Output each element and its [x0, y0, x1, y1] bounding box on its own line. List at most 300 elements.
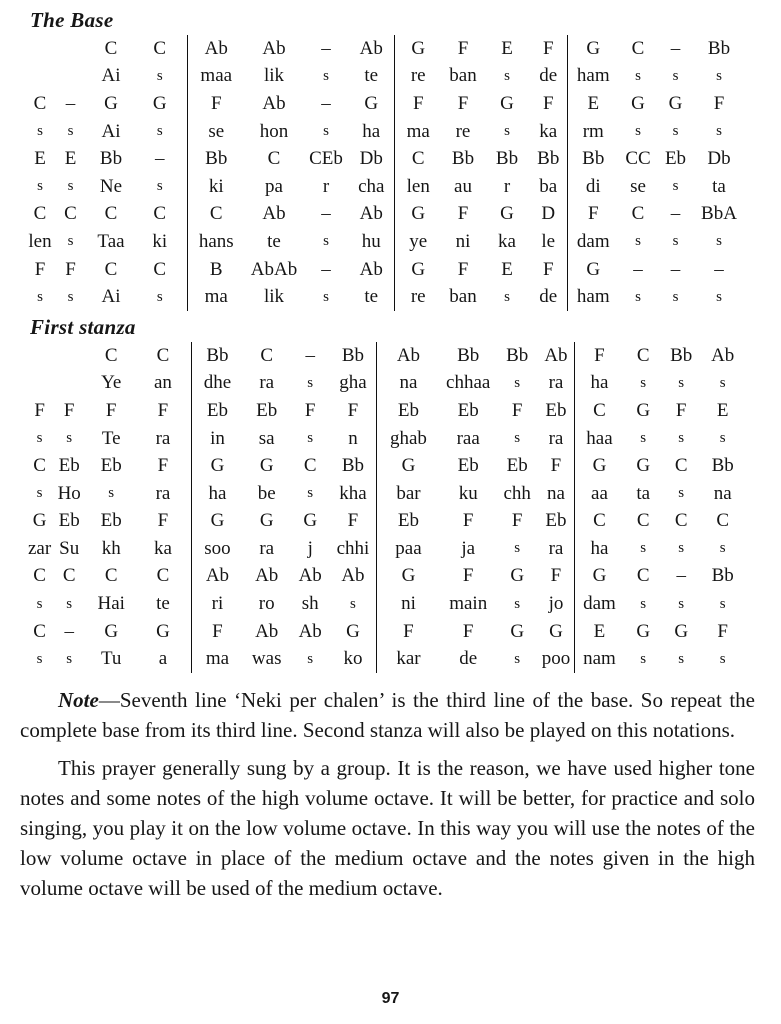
notation-cell: –: [633, 258, 643, 280]
notation-cell: ra: [135, 425, 191, 453]
notation-cell: –: [670, 203, 681, 225]
notation-cell: Ab: [538, 342, 574, 370]
notation-cell: C: [135, 342, 191, 370]
notation-row: [28, 173, 744, 201]
notation-cell: se: [208, 120, 225, 142]
notation-cell: s: [678, 650, 685, 667]
notation-cell: C: [133, 35, 187, 63]
notation-cell: Eb: [100, 455, 122, 477]
notation-cell: s: [672, 178, 679, 195]
notation-cell: s: [67, 233, 74, 250]
notation-cell: ban: [449, 65, 477, 87]
notation-cell: C: [33, 455, 46, 477]
body-paragraph: This prayer generally sung by a group. It is the reason, we have used higher tone notes and some notes of the high volume octave. It will be better, for practice and solo singing, you play it on the low volume octave. In this way you will use the notes of the low volume octave in place of the medium octave and the notes given in the high volume octave will be used of the medium octave.: [20, 756, 755, 901]
notation-cell: F: [675, 399, 687, 421]
notation-cell: Te: [101, 427, 121, 449]
notation-cell: ma: [406, 120, 430, 142]
notation-cell: dam: [576, 230, 610, 252]
notation-cell: Bb: [506, 344, 529, 366]
notation-cell: [52, 63, 89, 91]
notation-cell: na: [538, 480, 574, 508]
notation-cell: de: [459, 648, 478, 670]
notation-cell: G: [411, 203, 426, 225]
notation-row: [28, 63, 744, 91]
notation-cell: Eb: [100, 510, 122, 532]
notation-cell: ri: [211, 593, 224, 615]
notation-cell: s: [678, 485, 685, 502]
notation-cell: ko: [330, 645, 376, 673]
notation-cell: Eb: [206, 399, 228, 421]
notation-cell: poo: [538, 645, 574, 673]
notation-row: [28, 90, 744, 118]
notation-cell: F: [530, 35, 567, 63]
notation-cell: au: [454, 175, 472, 197]
notation-cell: G: [500, 92, 514, 114]
notation-cell: C: [631, 203, 645, 225]
notation-cell: s: [36, 595, 43, 612]
notation-cell: G: [133, 90, 187, 118]
notation-row: [28, 452, 745, 480]
notation-cell: pa: [265, 175, 283, 197]
notation-cell: G: [135, 618, 191, 646]
notation-cell: C: [33, 565, 46, 587]
notation-cell: Eb: [397, 510, 419, 532]
notation-cell: –: [65, 92, 76, 114]
notation-cell: s: [108, 485, 115, 502]
notation-cell: be: [257, 482, 276, 504]
notation-cell: F: [34, 399, 45, 421]
notation-cell: [28, 35, 52, 63]
notation-cell: s: [37, 123, 43, 140]
notation-cell: s: [672, 67, 679, 84]
notation-cell: ja: [461, 537, 476, 559]
notation-cell: ni: [455, 230, 471, 252]
notation-cell: G: [631, 92, 645, 114]
notation-cell: s: [504, 123, 510, 140]
notation-cell: Bb: [99, 148, 123, 170]
notation-cell: Bb: [711, 455, 734, 477]
notation-cell: ban: [449, 286, 477, 308]
notation-cell: G: [586, 37, 601, 59]
notation-cell: F: [511, 399, 523, 421]
notation-cell: s: [307, 650, 314, 667]
notation-cell: Eb: [506, 455, 528, 477]
notation-cell: s: [323, 123, 329, 140]
notation-cell: s: [514, 374, 521, 391]
notation-cell: s: [36, 430, 43, 447]
notation-cell: s: [133, 283, 187, 311]
notation-cell: C: [716, 510, 730, 532]
notation-cell: C: [62, 565, 76, 587]
notation-cell: di: [585, 175, 601, 197]
notation-cell: E: [64, 148, 77, 170]
notation-cell: E: [716, 399, 729, 421]
notation-cell: Eb: [58, 510, 80, 532]
notation-cell: rm: [582, 120, 604, 142]
notation-cell: ki: [208, 175, 224, 197]
notation-cell: s: [37, 288, 43, 305]
notation-cell: s: [716, 67, 722, 84]
notation-cell: Eb: [538, 397, 574, 425]
notation-cell: C: [33, 92, 47, 114]
notation-cell: Ne: [99, 175, 123, 197]
notation-row: [28, 425, 745, 453]
notation-cell: s: [635, 288, 641, 305]
notation-cell: F: [403, 620, 414, 642]
notation-cell: Ai: [101, 65, 121, 87]
notation-cell: Eb: [538, 508, 574, 536]
note-text: —Seventh line ‘Neki per chalen’ is the third line of the base. So repeat the complete base from its third line. Second stanza will also be played on this notations.: [20, 688, 755, 743]
notation-row: [28, 535, 745, 563]
notation-cell: s: [716, 288, 722, 305]
notation-cell: F: [457, 258, 469, 280]
notation-cell: ha: [208, 482, 227, 504]
notation-cell: chhi: [330, 535, 376, 563]
notation-row: [28, 508, 745, 536]
notation-row: [28, 563, 745, 591]
notation-cell: s: [307, 430, 314, 447]
notation-cell: C: [104, 565, 118, 587]
notation-cell: hu: [349, 228, 394, 256]
notation-cell: ra: [135, 480, 191, 508]
notation-cell: F: [330, 397, 376, 425]
notation-cell: Ab: [262, 37, 286, 59]
notation-cell: s: [66, 430, 73, 447]
notation-cell: hon: [259, 120, 289, 142]
base-notation-table: [28, 35, 744, 311]
notation-cell: G: [674, 620, 689, 642]
notation-cell: C: [209, 203, 223, 225]
notation-cell: –: [670, 258, 681, 280]
notation-cell: kha: [330, 480, 376, 508]
notation-cell: s: [719, 595, 726, 612]
notation-cell: nam: [583, 648, 616, 670]
notation-cell: F: [594, 344, 605, 366]
notation-row: [28, 145, 744, 173]
notation-cell: s: [323, 67, 329, 84]
notation-cell: F: [587, 203, 599, 225]
notation-cell: G: [510, 620, 525, 642]
notation-cell: Tu: [100, 648, 122, 670]
notation-cell: E: [501, 258, 513, 280]
notation-cell: s: [672, 123, 679, 140]
notation-cell: G: [500, 203, 514, 225]
notation-cell: Ab: [711, 344, 735, 366]
notation-cell: lik: [263, 286, 285, 308]
notation-cell: ma: [205, 648, 230, 670]
notation-cell: Ab: [205, 565, 230, 587]
notation-cell: s: [504, 288, 510, 305]
notation-cell: AbAb: [250, 258, 298, 280]
notation-cell: C: [636, 565, 650, 587]
notation-cell: F: [462, 620, 474, 642]
notation-cell: se: [630, 175, 646, 197]
notation-cell: na: [399, 372, 418, 394]
notation-cell: ra: [259, 372, 275, 394]
notation-cell: Ab: [396, 344, 421, 366]
notation-cell: [28, 342, 51, 370]
notation-cell: G: [636, 455, 651, 477]
notation-cell: haa: [586, 427, 613, 449]
notation-cell: G: [592, 565, 607, 587]
notation-cell: Ho: [57, 482, 81, 504]
notation-cell: G: [586, 258, 601, 280]
notation-cell: G: [636, 620, 651, 642]
notation-cell: G: [32, 510, 47, 532]
notation-cell: main: [449, 593, 488, 615]
notation-cell: G: [538, 618, 574, 646]
notation-cell: –: [305, 344, 315, 366]
notation-cell: F: [212, 620, 223, 642]
notation-cell: kh: [101, 537, 121, 559]
notation-cell: in: [210, 427, 225, 449]
notation-cell: E: [501, 37, 513, 59]
notation-cell: Ai: [101, 286, 121, 308]
notation-cell: Eb: [457, 455, 479, 477]
notation-cell: re: [410, 286, 426, 308]
notation-cell: Ab: [298, 565, 322, 587]
notation-cell: Su: [59, 537, 80, 559]
notation-cell: ra: [538, 425, 574, 453]
notation-cell: sa: [258, 427, 275, 449]
notation-cell: s: [672, 288, 679, 305]
notation-cell: s: [133, 118, 187, 146]
notation-cell: te: [135, 590, 191, 618]
notation-cell: CC: [625, 148, 651, 170]
notation-cell: F: [135, 397, 191, 425]
notation-cell: Ab: [298, 620, 322, 642]
notation-cell: na: [713, 482, 732, 504]
notation-cell: C: [33, 203, 47, 225]
notation-cell: G: [636, 399, 651, 421]
notation-cell: F: [462, 565, 474, 587]
notation-cell: G: [668, 92, 683, 114]
notation-cell: hans: [198, 230, 234, 252]
notation-cell: te: [267, 230, 281, 252]
notation-cell: de: [530, 283, 567, 311]
notation-cell: –: [676, 565, 686, 587]
notation-cell: Ab: [255, 620, 279, 642]
notation-cell: CEb: [309, 148, 343, 170]
notation-cell: Ai: [101, 120, 121, 142]
notation-cell: chh: [503, 482, 531, 504]
notation-cell: Bb: [707, 37, 731, 59]
notation-cell: ka: [530, 118, 567, 146]
notation-cell: F: [511, 510, 523, 532]
notation-cell: C: [303, 455, 317, 477]
notation-cell: Bb: [330, 452, 376, 480]
notation-cell: te: [349, 283, 394, 311]
notation-cell: [52, 35, 89, 63]
notation-cell: soo: [204, 537, 231, 559]
notation-cell: s: [719, 540, 726, 557]
notation-cell: –: [670, 37, 681, 59]
notation-cell: ka: [135, 535, 191, 563]
notation-cell: B: [209, 258, 223, 280]
notation-cell: s: [716, 123, 722, 140]
notation-cell: Bb: [495, 148, 519, 170]
notation-cell: Ab: [262, 92, 286, 114]
notation-cell: s: [36, 650, 43, 667]
notation-cell: a: [135, 645, 191, 673]
notation-cell: G: [411, 37, 426, 59]
notation-cell: [51, 370, 87, 398]
notation-cell: –: [321, 92, 331, 114]
notation-cell: s: [640, 430, 647, 447]
notation-cell: Db: [707, 148, 731, 170]
notation-cell: ta: [636, 482, 651, 504]
notation-cell: F: [457, 37, 469, 59]
notation-cell: Bb: [457, 344, 480, 366]
notation-cell: G: [401, 565, 416, 587]
notation-row: [28, 35, 744, 63]
notation-row: [28, 283, 744, 311]
notation-cell: Taa: [97, 230, 125, 252]
notation-cell: maa: [200, 65, 233, 87]
notation-cell: Ab: [349, 256, 394, 284]
notation-cell: ba: [530, 173, 567, 201]
notation-cell: Bb: [711, 565, 734, 587]
notation-cell: F: [457, 92, 469, 114]
notation-cell: F: [105, 399, 117, 421]
notation-cell: ham: [576, 286, 610, 308]
notation-cell: F: [717, 620, 728, 642]
notation-cell: F: [462, 510, 474, 532]
notation-row: [28, 590, 745, 618]
notation-cell: Ab: [349, 35, 394, 63]
notation-cell: F: [34, 258, 46, 280]
notation-cell: Eb: [664, 148, 687, 170]
notation-cell: ma: [204, 286, 228, 308]
notation-cell: s: [307, 374, 314, 391]
notation-cell: s: [635, 67, 641, 84]
notation-cell: s: [133, 173, 187, 201]
notation-cell: –: [321, 258, 331, 280]
notation-cell: G: [592, 455, 607, 477]
notation-cell: te: [349, 63, 394, 91]
notation-cell: s: [514, 540, 521, 557]
notation-cell: ra: [538, 370, 574, 398]
notation-row: [28, 228, 744, 256]
notation-cell: G: [104, 92, 118, 114]
notation-cell: Eb: [58, 455, 80, 477]
notation-cell: s: [716, 233, 722, 250]
notation-cell: –: [321, 203, 331, 225]
notation-cell: s: [504, 67, 510, 84]
notation-cell: kar: [396, 648, 421, 670]
notation-cell: re: [410, 65, 426, 87]
notation-cell: re: [455, 120, 471, 142]
notation-cell: C: [104, 37, 118, 59]
notation-cell: ha: [590, 537, 609, 559]
notation-cell: D: [530, 201, 567, 229]
notation-cell: ha: [590, 372, 609, 394]
notation-cell: Bb: [206, 344, 229, 366]
notation-cell: C: [104, 203, 118, 225]
notation-row: [28, 118, 744, 146]
notation-cell: F: [330, 508, 376, 536]
notation-cell: s: [672, 233, 679, 250]
notation-cell: C: [636, 344, 650, 366]
notation-cell: C: [631, 37, 645, 59]
notation-cell: F: [713, 92, 725, 114]
notation-cell: zar: [28, 537, 52, 559]
notation-cell: s: [66, 650, 73, 667]
notation-cell: s: [67, 178, 74, 195]
notation-cell: G: [210, 510, 225, 532]
notation-cell: F: [304, 399, 316, 421]
notation-cell: s: [719, 374, 726, 391]
notation-cell: s: [67, 288, 74, 305]
notation-cell: ye: [409, 230, 428, 252]
notation-cell: Bb: [670, 344, 693, 366]
notation-cell: Ab: [349, 201, 394, 229]
notation-cell: n: [330, 425, 376, 453]
notation-cell: s: [678, 430, 685, 447]
notation-cell: F: [457, 203, 469, 225]
notation-cell: Db: [349, 145, 394, 173]
notation-row: [28, 618, 745, 646]
notation-cell: C: [674, 455, 688, 477]
section-heading-the-base: The Base: [30, 8, 114, 32]
notation-cell: s: [640, 595, 647, 612]
notation-cell: ham: [576, 65, 610, 87]
notation-cell: ta: [712, 175, 726, 197]
notation-cell: raa: [456, 427, 480, 449]
notation-cell: G: [411, 258, 426, 280]
notation-cell: bar: [396, 482, 421, 504]
notation-cell: Hai: [97, 593, 125, 615]
notation-cell: E: [593, 620, 606, 642]
notation-cell: ra: [538, 535, 574, 563]
notation-cell: Eb: [397, 399, 419, 421]
notation-cell: F: [65, 258, 76, 280]
notation-cell: Ye: [101, 372, 122, 394]
notation-row: [28, 397, 745, 425]
notation-cell: s: [514, 650, 521, 667]
notation-cell: G: [510, 565, 525, 587]
notation-cell: aa: [591, 482, 608, 504]
notation-cell: s: [514, 595, 521, 612]
notation-cell: –: [714, 258, 724, 280]
notation-cell: dam: [583, 593, 616, 615]
notation-cell: F: [530, 90, 567, 118]
notation-cell: G: [330, 618, 376, 646]
notation-cell: gha: [330, 370, 376, 398]
notation-row: [28, 256, 744, 284]
page-number: 97: [381, 990, 400, 1007]
notation-cell: Bb: [582, 148, 605, 170]
notation-cell: F: [135, 508, 191, 536]
notation-cell: j: [307, 537, 313, 559]
notation-cell: s: [37, 178, 43, 195]
notation-cell: r: [503, 175, 511, 197]
notation-cell: G: [259, 510, 274, 532]
notation-cell: Bb: [205, 148, 228, 170]
notation-cell: F: [63, 399, 75, 421]
section-heading-first-stanza: First stanza: [30, 314, 136, 339]
notation-cell: s: [640, 540, 647, 557]
notation-cell: [28, 370, 51, 398]
notation-cell: ki: [133, 228, 187, 256]
notation-cell: Ab: [262, 203, 286, 225]
notation-cell: G: [104, 620, 119, 642]
notation-cell: G: [259, 455, 274, 477]
notation-cell: F: [538, 452, 574, 480]
notation-cell: jo: [538, 590, 574, 618]
notation-cell: an: [135, 370, 191, 398]
first-stanza-notation-table: [28, 342, 745, 673]
